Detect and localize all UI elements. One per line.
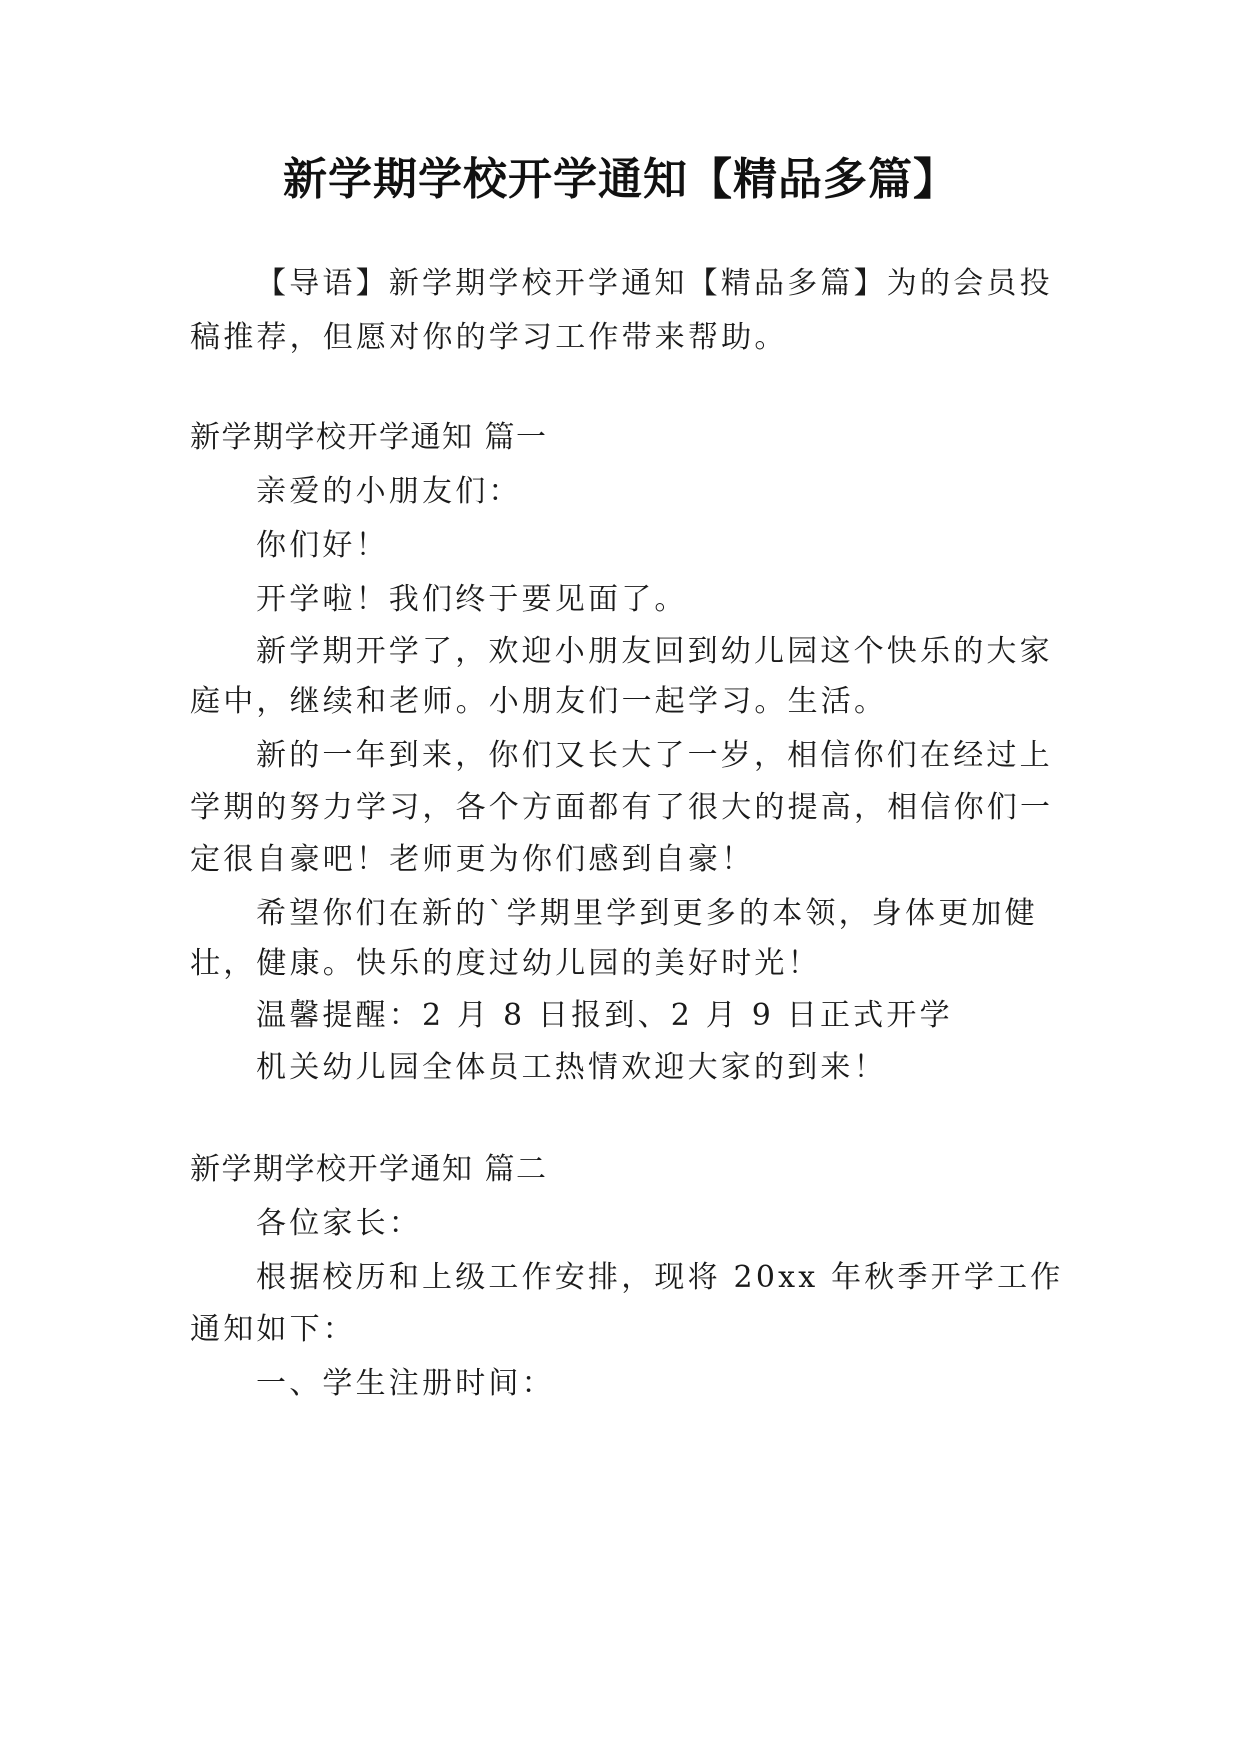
paragraph-line: 你们好！ [256, 528, 389, 563]
paragraph-line: 壮，健康。快乐的度过幼儿园的美好时光！ [190, 946, 821, 981]
paragraph-line: 开学啦！我们终于要见面了。 [256, 582, 688, 617]
document-title: 新学期学校开学通知【精品多篇】 [283, 154, 958, 205]
paragraph-line: 根据校历和上级工作安排，现将 20xx 年秋季开学工作 [256, 1260, 1064, 1295]
paragraph-line: 通知如下： [190, 1312, 356, 1347]
paragraph-line: 温馨提醒：2 月 8 日报到、2 月 9 日正式开学 [256, 998, 953, 1033]
section-heading: 新学期学校开学通知 篇一 [190, 420, 548, 455]
paragraph-line: 各位家长： [256, 1206, 422, 1241]
section-heading: 新学期学校开学通知 篇二 [190, 1152, 548, 1187]
paragraph-line: 学期的努力学习，各个方面都有了很大的提高，相信你们一 [190, 790, 1054, 825]
paragraph-line: 机关幼儿园全体员工热情欢迎大家的到来！ [256, 1050, 887, 1085]
paragraph-line: 新的一年到来，你们又长大了一岁，相信你们在经过上 [256, 738, 1053, 773]
paragraph-line: 亲爱的小朋友们： [256, 474, 522, 509]
paragraph-line: 定很自豪吧！老师更为你们感到自豪！ [190, 842, 755, 877]
paragraph-line: 庭中，继续和老师。小朋友们一起学习。生活。 [190, 684, 888, 719]
paragraph-line: 新学期开学了，欢迎小朋友回到幼儿园这个快乐的大家 [256, 634, 1053, 669]
paragraph-line: 希望你们在新的`学期里学到更多的本领，身体更加健 [256, 896, 1038, 931]
paragraph-line: 一、学生注册时间： [256, 1366, 555, 1401]
intro-line: 稿推荐，但愿对你的学习工作带来帮助。 [190, 320, 788, 355]
intro-line: 【导语】新学期学校开学通知【精品多篇】为的会员投 [256, 266, 1053, 301]
